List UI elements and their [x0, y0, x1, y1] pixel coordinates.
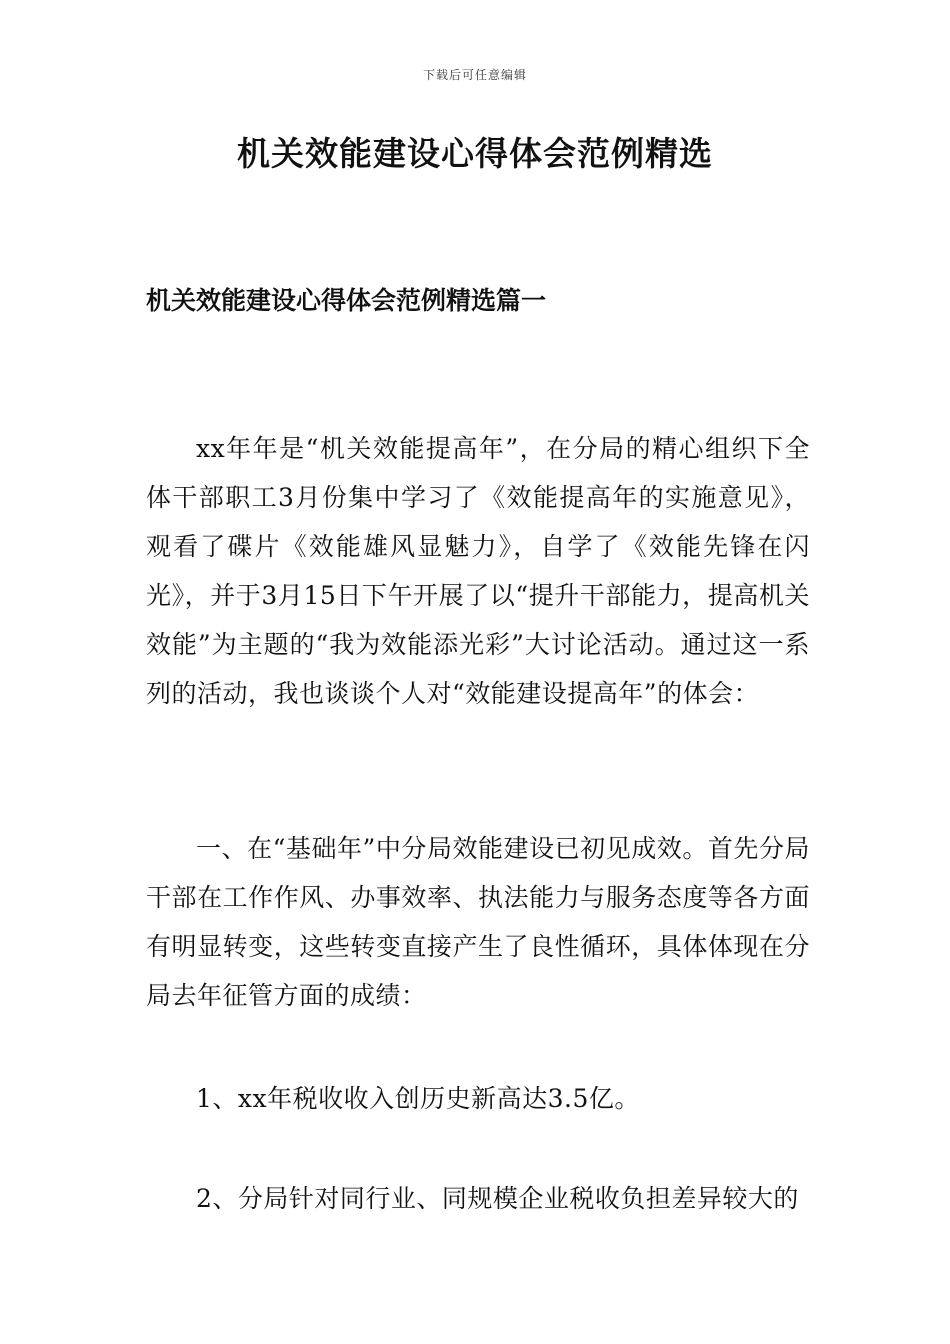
paragraph-item-2: 2、分局针对同行业、同规模企业税收负担差异较大的: [196, 1184, 799, 1213]
paragraph-item-1: 1、xx年税收收入创历史新高达3.5亿。: [196, 1084, 640, 1113]
paragraph-intro: xx年年是“机关效能提高年”，在分局的精心组织下全体干部职工3月份集中学习了《效能提高年的实施意见》，观看了碟片《效能雄风显魅力》，自学了《效能先锋在闪光》，并于3月15日下午开展了以“提升干部能力，提高机关效能”为主题的“我为效能添光彩”大讨论活动。通过这一系列的活动，我也谈谈个人对“效能建设提高年”的体会：: [146, 434, 810, 708]
document-title: 机关效能建设心得体会范例精选: [237, 134, 713, 173]
section-title: 机关效能建设心得体会范例精选篇一: [146, 286, 547, 315]
paragraph-point-one: 一、在“基础年”中分局效能建设已初见成效。首先分局干部在工作作风、办事效率、执法能力与服务态度等各方面有明显转变，这些转变直接产生了良性循环，具体体现在分局去年征管方面的成绩：: [146, 834, 810, 1010]
page-header-note: 下载后可任意编辑: [422, 68, 527, 82]
